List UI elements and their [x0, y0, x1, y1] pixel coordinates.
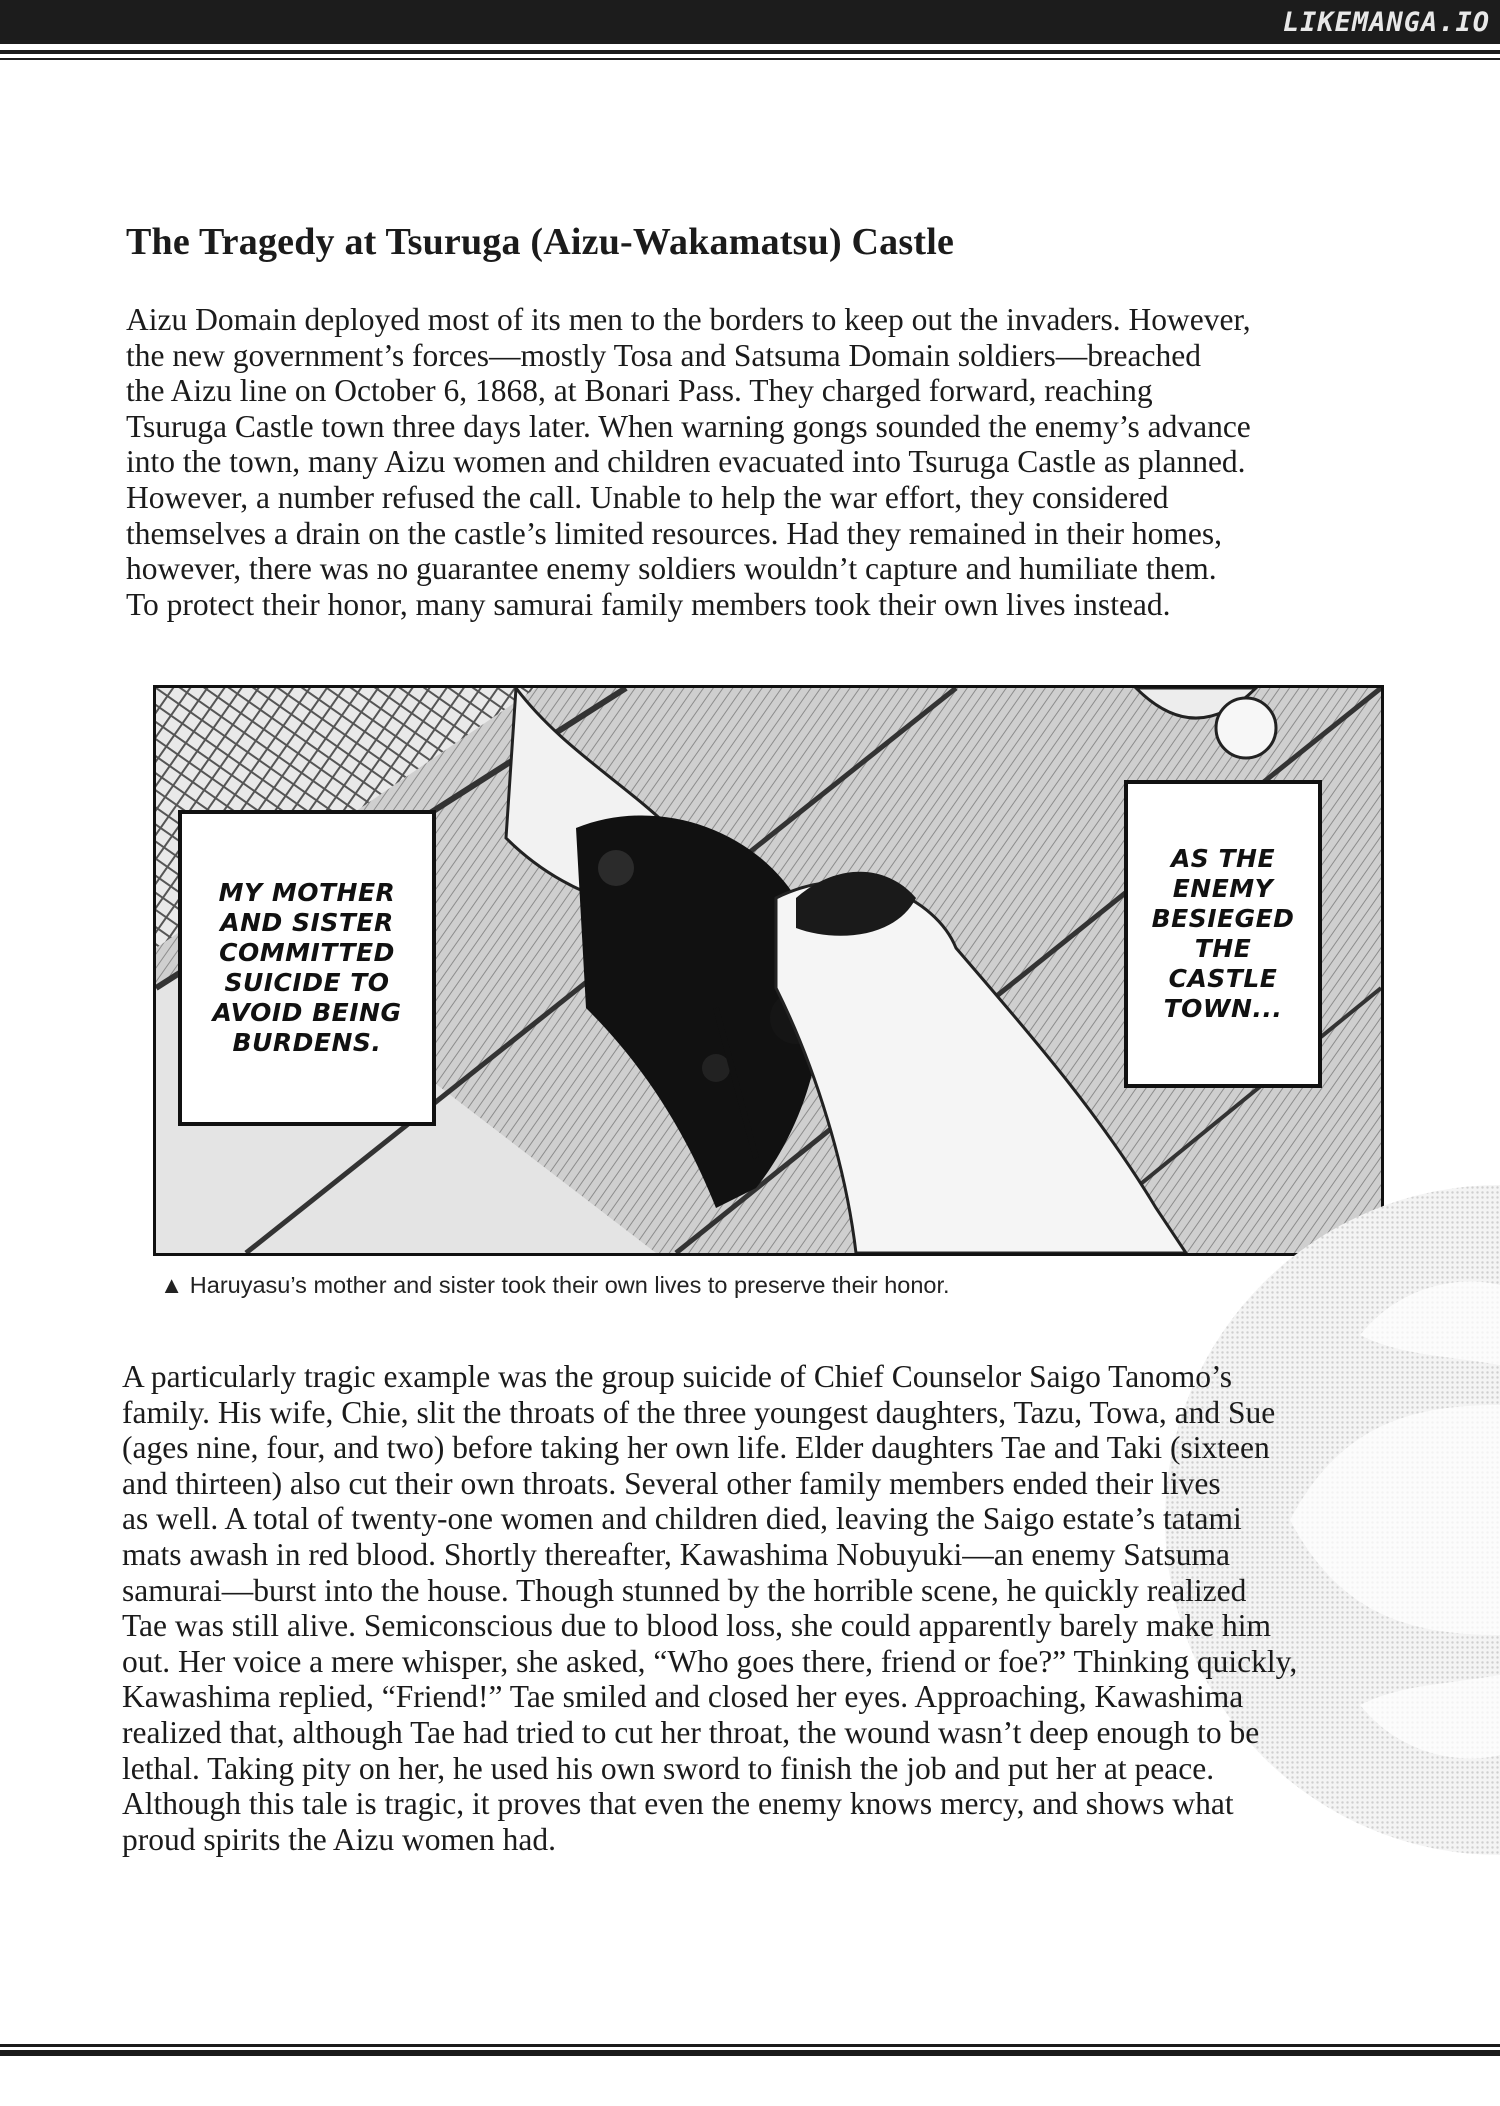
intro-line: into the town, many Aizu women and children evacuated into Tsuruga Castle as planned. [126, 444, 1246, 480]
panel-caption-right-text: AS THE ENEMY BESIEGED THE CASTLE TOWN... [1151, 844, 1295, 1023]
top-rule-thin [0, 58, 1500, 60]
body-line: as well. A total of twenty-one women and children died, leaving the Saigo estate’s tatami [122, 1501, 1242, 1537]
body-line: Tae was still alive. Semiconscious due to blood loss, she could apparently barely make him [122, 1608, 1272, 1644]
panel-caption-left-text: MY MOTHER AND SISTER COMMITTED SUICIDE TO AVOID BEING BURDENS. [212, 878, 402, 1057]
body-line: out. Her voice a mere whisper, she asked, “Who goes there, friend or foe?” Thinking quickly, [122, 1643, 1298, 1679]
intro-line: Tsuruga Castle town three days later. When warning gongs sounded the enemy’s advance [126, 408, 1251, 444]
body-line: mats awash in red blood. Shortly thereafter, Kawashima Nobuyuki—an enemy Satsuma [122, 1537, 1230, 1572]
body-line: Kawashima replied, “Friend!” Tae smiled and closed her eyes. Approaching, Kawashima [122, 1679, 1244, 1715]
panel-caption-right [1124, 780, 1322, 1088]
body-line: and thirteen) also cut their own throats. Several other family members ended their lives [122, 1465, 1221, 1501]
intro-line: To protect their honor, many samurai family members took their own lives instead. [126, 586, 1171, 622]
body-line: realized that, although Tae had tried to cut her throat, the wound wasn’t deep enough to be [122, 1715, 1260, 1750]
panel-caption-left [178, 810, 436, 1126]
intro-line: the new government’s forces—mostly Tosa and Satsuma Domain soldiers—breached [126, 337, 1201, 373]
bottom-rule-thin [0, 2044, 1500, 2047]
intro-line: the Aizu line on October 6, 1868, at Bonari Pass. They charged forward, reaching [126, 373, 1153, 409]
intro-line: themselves a drain on the castle’s limited resources. Had they remained in their homes, [126, 515, 1223, 551]
body-line: A particularly tragic example was the group suicide of Chief Counselor Saigo Tanomo’s [122, 1359, 1232, 1394]
intro-line: Aizu Domain deployed most of its men to the borders to keep out the invaders. However, [126, 302, 1251, 337]
body-line: Although this tale is tragic, it proves that even the enemy knows mercy, and shows what [122, 1786, 1234, 1822]
body-line: samurai—burst into the house. Though stunned by the horrible scene, he quickly realized [122, 1572, 1247, 1608]
body-line: proud spirits the Aizu women had. [122, 1821, 556, 1857]
manga-panel [153, 685, 1384, 1256]
body-line: family. His wife, Chie, slit the throats of the three youngest daughters, Tazu, Towa, and Sue [122, 1394, 1276, 1430]
top-rule [0, 50, 1500, 54]
body-line: (ages nine, four, and two) before taking her own life. Elder daughters Tae and Taki (sixteen [122, 1430, 1270, 1466]
image-caption: ▲ Haruyasu’s mother and sister took their own lives to preserve their honor. [160, 1272, 950, 1298]
intro-line: however, there was no guarantee enemy soldiers wouldn’t capture and humiliate them. [126, 551, 1217, 587]
site-watermark: LIKEMANGA.IO [1282, 7, 1490, 38]
intro-line: However, a number refused the call. Unable to help the war effort, they considered [126, 480, 1169, 515]
top-bar [0, 0, 1500, 44]
body-line: lethal. Taking pity on her, he used his own sword to finish the job and put her at peace. [122, 1750, 1215, 1786]
article-title: The Tragedy at Tsuruga (Aizu-Wakamatsu) Castle [126, 221, 955, 263]
bottom-rule [0, 2050, 1500, 2056]
